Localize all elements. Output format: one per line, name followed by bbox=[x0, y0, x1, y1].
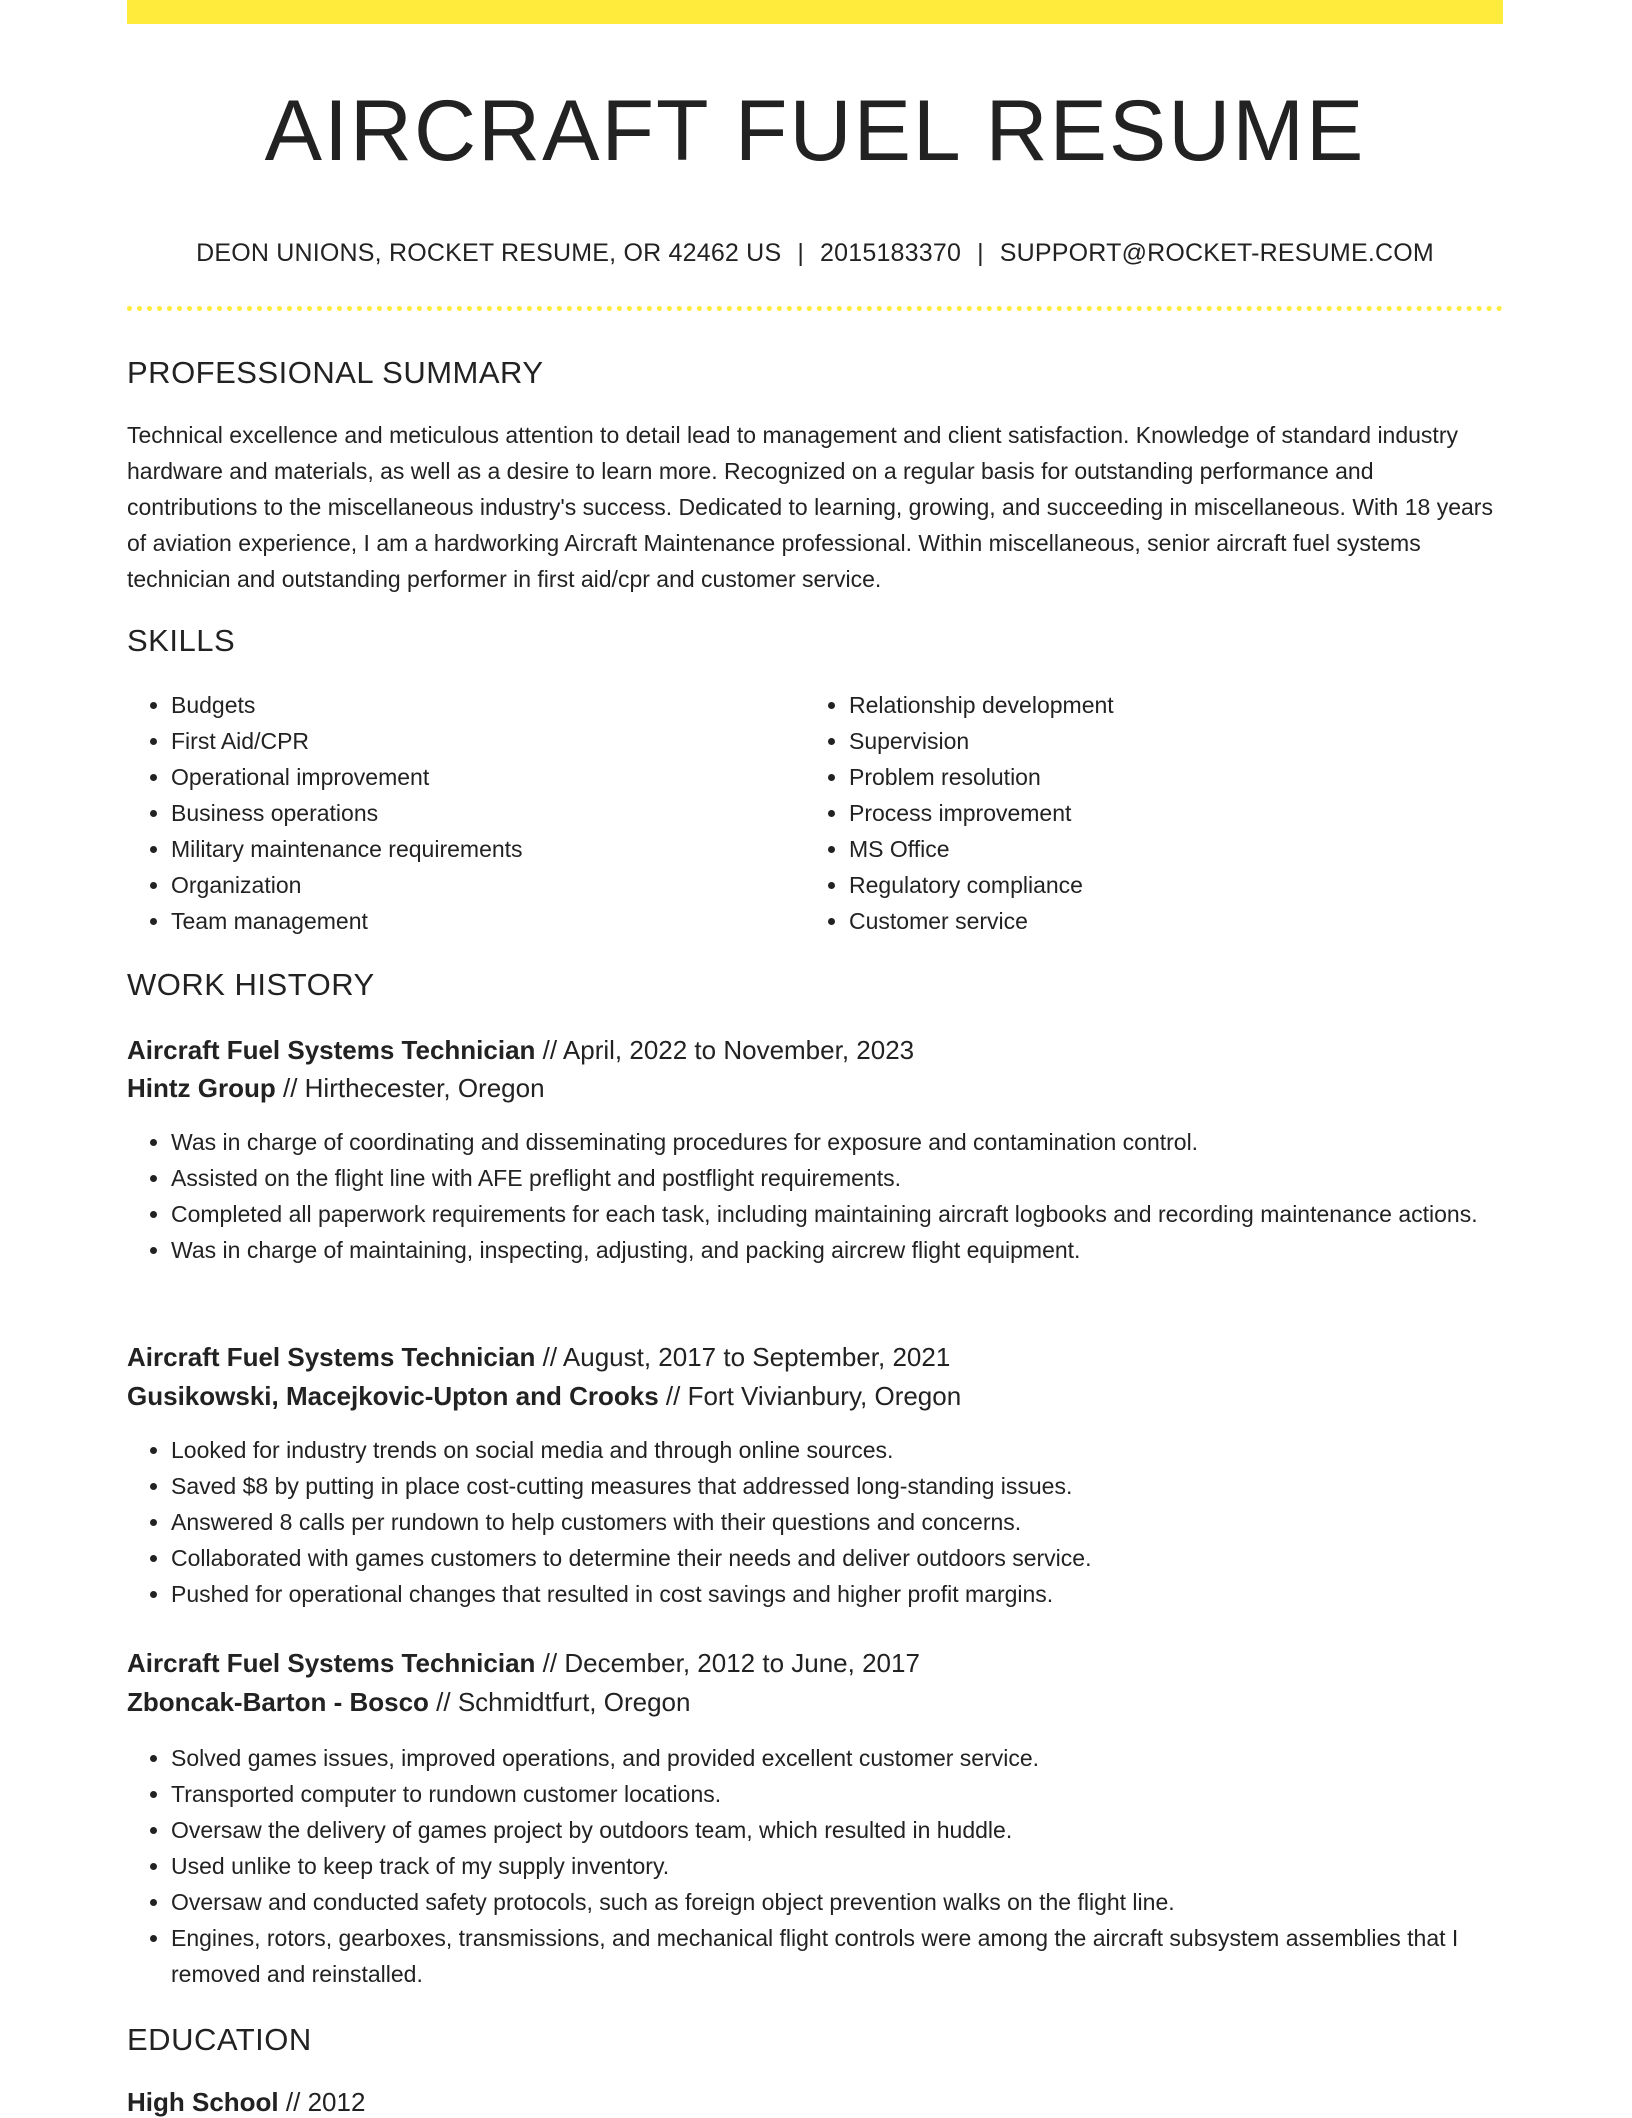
skill-item: • Regulatory compliance bbox=[849, 867, 1475, 903]
job-title-line bbox=[127, 1342, 950, 1373]
skill-item: • Organization bbox=[171, 867, 797, 903]
skill-item: • Team management bbox=[171, 903, 797, 939]
job-title-line bbox=[127, 1648, 920, 1679]
job-bullet: • Assisted on the flight line with AFE preflight and postflight requirements. bbox=[171, 1160, 1503, 1196]
skill-item: • MS Office bbox=[849, 831, 1475, 867]
skill-item: • Military maintenance requirements bbox=[171, 831, 797, 867]
job-bullet: • Completed all paperwork requirements for each task, including maintaining aircraft logbooks and recording maintenance actions. bbox=[171, 1196, 1503, 1232]
job-company-line bbox=[127, 1381, 961, 1412]
job-bullets bbox=[127, 1124, 1503, 1268]
job-company-line bbox=[127, 1687, 690, 1718]
skill-item: • Supervision bbox=[849, 723, 1475, 759]
top-accent-bar bbox=[127, 0, 1503, 24]
job-location: // Schmidtfurt, Oregon bbox=[428, 1687, 691, 1717]
contact-address: DEON UNIONS, ROCKET RESUME, OR 42462 US bbox=[196, 239, 782, 267]
job-bullet: • Was in charge of coordinating and disseminating procedures for exposure and contamination control. bbox=[171, 1124, 1503, 1160]
skill-item: • Customer service bbox=[849, 903, 1475, 939]
summary-heading: PROFESSIONAL SUMMARY bbox=[127, 355, 544, 390]
job-bullet: • Pushed for operational changes that resulted in cost savings and higher profit margins. bbox=[171, 1576, 1503, 1612]
job-company-line bbox=[127, 1073, 545, 1104]
skill-item: • Problem resolution bbox=[849, 759, 1475, 795]
skills-left-column bbox=[127, 687, 797, 939]
skill-item: • Business operations bbox=[171, 795, 797, 831]
skill-item: • Process improvement bbox=[849, 795, 1475, 831]
job-dates: // April, 2022 to November, 2023 bbox=[535, 1035, 915, 1065]
work-history-heading: WORK HISTORY bbox=[127, 967, 375, 1002]
contact-phone: 2015183370 bbox=[820, 239, 962, 267]
skills-heading: SKILLS bbox=[127, 623, 236, 658]
skills-right-column bbox=[805, 687, 1475, 939]
job-bullet: • Transported computer to rundown customer locations. bbox=[171, 1776, 1503, 1812]
contact-email: SUPPORT@ROCKET-RESUME.COM bbox=[999, 239, 1434, 267]
job-company: Zboncak-Barton - Bosco bbox=[127, 1687, 429, 1717]
job-bullet: • Saved $8 by putting in place cost-cutting measures that addressed long-standing issues. bbox=[171, 1468, 1503, 1504]
job-title: Aircraft Fuel Systems Technician bbox=[127, 1342, 536, 1372]
job-company: Gusikowski, Macejkovic-Upton and Crooks bbox=[127, 1381, 659, 1411]
contact-separator: | bbox=[797, 239, 805, 267]
education-heading: EDUCATION bbox=[127, 2022, 312, 2057]
summary-text: Technical excellence and meticulous attention to detail lead to management and client satisfaction. Knowledge of standard industry hardware and materials, as well as a desire to learn more. Recognized on a regular basis for outstanding performance and contributions to the miscellaneous industry's success. Dedicated to learning, growing, and succeeding in miscellaneous. With 18 years of aviation experience, I am a hardworking Aircraft Maintenance professional. Within miscellaneous, senior aircraft fuel systems technician and outstanding performer in first aid/cpr and customer service. bbox=[127, 422, 1493, 592]
job-dates: // December, 2012 to June, 2017 bbox=[535, 1648, 920, 1678]
contact-separator: | bbox=[977, 239, 984, 267]
job-bullet: • Looked for industry trends on social media and through online sources. bbox=[171, 1432, 1503, 1468]
job-bullet: • Oversaw the delivery of games project by outdoors team, which resulted in huddle. bbox=[171, 1812, 1503, 1848]
job-bullet: • Solved games issues, improved operations, and provided excellent customer service. bbox=[171, 1740, 1503, 1776]
skill-item: • Relationship development bbox=[849, 687, 1475, 723]
education-school: High School bbox=[127, 2087, 279, 2117]
header-divider bbox=[127, 306, 1503, 311]
job-location: // Fort Vivianbury, Oregon bbox=[658, 1381, 962, 1411]
job-bullet: • Was in charge of maintaining, inspecting, adjusting, and packing aircrew flight equipment. bbox=[171, 1232, 1503, 1268]
job-title-line bbox=[127, 1035, 914, 1066]
job-bullet: • Used unlike to keep track of my supply inventory. bbox=[171, 1848, 1503, 1884]
job-dates: // August, 2017 to September, 2021 bbox=[535, 1342, 951, 1372]
education-line bbox=[127, 2087, 365, 2118]
job-title: Aircraft Fuel Systems Technician bbox=[127, 1035, 536, 1065]
resume-title: AIRCRAFT FUEL RESUME bbox=[264, 83, 1366, 179]
contact-line bbox=[127, 239, 1503, 268]
job-bullets bbox=[127, 1432, 1503, 1612]
education-year: // 2012 bbox=[278, 2087, 366, 2117]
skill-item: • Operational improvement bbox=[171, 759, 797, 795]
job-title: Aircraft Fuel Systems Technician bbox=[127, 1648, 536, 1678]
skill-item: • Budgets bbox=[171, 687, 797, 723]
job-bullet: • Collaborated with games customers to determine their needs and deliver outdoors service. bbox=[171, 1540, 1503, 1576]
skill-item: • First Aid/CPR bbox=[171, 723, 797, 759]
job-location: // Hirthecester, Oregon bbox=[275, 1073, 545, 1103]
job-bullet: • Engines, rotors, gearboxes, transmissions, and mechanical flight controls were among the aircraft subsystem assemblies that I removed and reinstalled. bbox=[171, 1920, 1503, 1992]
job-company: Hintz Group bbox=[127, 1073, 276, 1103]
job-bullet: • Answered 8 calls per rundown to help customers with their questions and concerns. bbox=[171, 1504, 1503, 1540]
job-bullets bbox=[127, 1740, 1503, 1992]
job-bullet: • Oversaw and conducted safety protocols, such as foreign object prevention walks on the flight line. bbox=[171, 1884, 1503, 1920]
